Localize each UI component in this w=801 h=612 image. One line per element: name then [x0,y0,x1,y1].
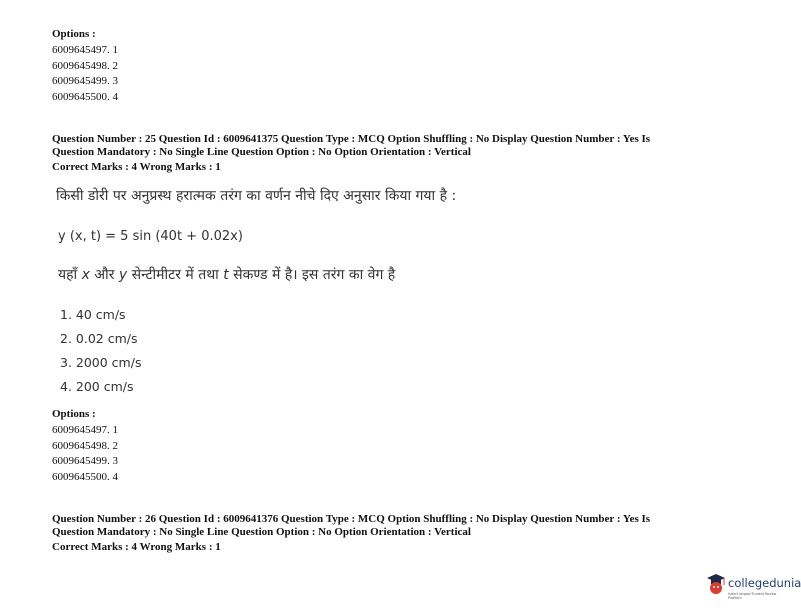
question-meta-line2: Question Mandatory : No Single Line Question Option : No Option Orientation : Vertical [52,146,471,158]
question-marks: Correct Marks : 4 Wrong Marks : 1 [52,541,221,553]
question-meta-line2: Question Mandatory : No Single Line Question Option : No Option Orientation : Vertical [52,526,471,538]
variable-y: y [118,267,128,283]
option-id: 6009645497. 1 [52,44,118,56]
question-meta-line1: Question Number : 26 Question Id : 6009641376 Question Type : MCQ Option Shuffling : No Display Question Number : Yes Is [52,513,651,525]
options-label: Options : [52,408,96,420]
collegedunia-logo [706,570,801,604]
option-id: 6009645500. 4 [52,470,118,483]
statement-part: और [89,267,119,283]
variable-t: t [223,267,229,283]
logo-tagline: India's largest Student Review Platform [728,592,777,600]
statement-part: यहाँ [58,267,82,283]
question-marks: Correct Marks : 4 Wrong Marks : 1 [52,161,221,173]
statement-part: सेन्टीमीटर में तथा [127,267,224,283]
question-25-header [52,133,650,174]
question-26-header [52,513,650,554]
question-meta-line1: Question Number : 25 Question Id : 6009641375 Question Type : MCQ Option Shuffling : No Display Question Number : Yes Is [52,133,651,145]
question-text: किसी डोरी पर अनुप्रस्थ हरात्मक तरंग का वर्णन नीचे दिए अनुसार किया गया है : [56,188,457,204]
answer-choice: 3. 2000 cm/s [60,355,142,370]
answer-choices [60,303,141,399]
option-id: 6009645497. 1 [52,424,118,436]
answer-choice: 1. 40 cm/s [60,307,126,322]
options-block-25 [52,408,118,485]
option-id: 6009645500. 4 [52,90,118,103]
options-label: Options : [52,28,96,40]
statement-part: सेकण्ड में है। इस तरंग का वेग है [228,267,396,283]
option-id: 6009645499. 3 [52,455,118,467]
question-formula: y (x, t) = 5 sin (40t + 0.02x) [58,229,243,244]
option-id: 6009645499. 3 [52,75,118,87]
logo-wordmark: collegedunia [728,576,801,590]
graduate-cap-icon [706,572,726,596]
variable-x: x [81,267,90,283]
option-id: 6009645498. 2 [52,59,118,72]
answer-choice: 2. 0.02 cm/s [60,331,138,346]
answer-choice: 4. 200 cm/s [60,379,134,394]
option-id: 6009645498. 2 [52,439,118,452]
question-statement [58,265,395,284]
options-block-top [52,28,118,105]
